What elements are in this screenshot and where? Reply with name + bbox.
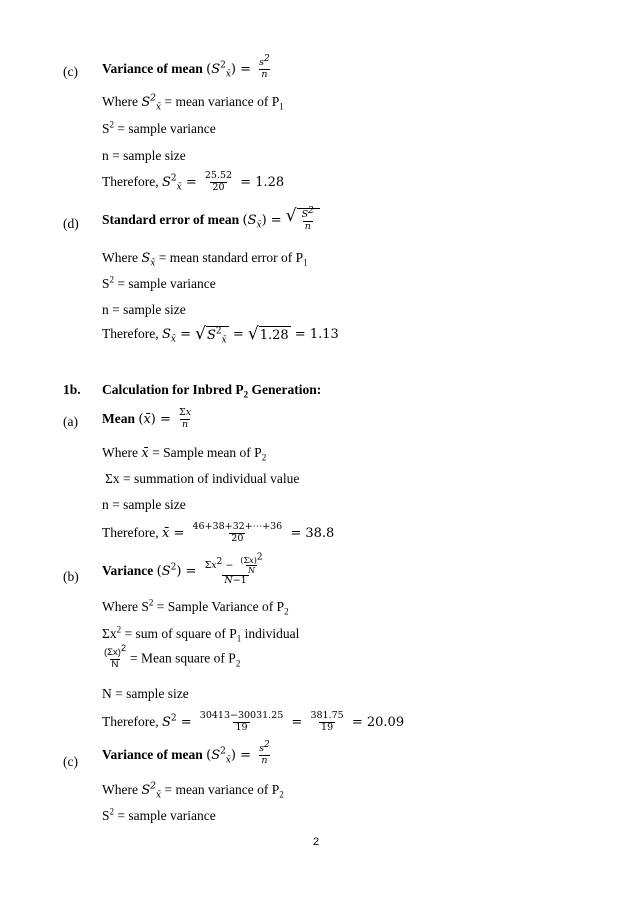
n-line-c1: n = sample size — [102, 148, 186, 163]
heading-c2-title: Variance of mean — [102, 746, 203, 762]
N-line-b: N = sample size — [102, 686, 189, 701]
sumsq-text-b: = sum of square of P — [124, 626, 237, 641]
formula-a: (x̄) = $\frac{\Sigma x}{n}$ — [138, 407, 192, 430]
section-label-1b: 1b. — [63, 382, 81, 397]
formula-c1: $(S^2_{x̄})$ = $\frac{s^2}{n}$ — [206, 53, 270, 80]
meansq-line-b: $\frac{(\Sigma x)^2}{N}$ = Mean square of $P_2$ — [104, 643, 241, 671]
formula-b: $(S^2)$ = $\Sigma x^2$ − $\frac{(\Sigma x)^2}{N}$ N−1 — [156, 552, 263, 587]
therefore-d1: Therefore, $S_{x̄}$ = √ $S^2_{x̄}$ = √ 1.28 = 1.13 — [102, 324, 339, 346]
s2-text-d1: = sample variance — [117, 276, 216, 291]
sumsq-end-b: individual — [241, 626, 300, 641]
s2-line-c1: $S^2$ = sample variance — [102, 119, 216, 136]
heading-d1-title: Standard error of mean — [102, 211, 240, 227]
where-text-d1: = mean standard error of P — [158, 250, 304, 265]
section-label-d1: (d) — [63, 216, 79, 231]
where-line-c1: Where $S^2_{x̄}$ = mean variance of $P_1$ — [102, 93, 284, 113]
result-d1: = 1.13 — [294, 327, 339, 342]
therefore-label-d1: Therefore, — [102, 326, 159, 341]
meansq-sub-b: 2 — [235, 658, 241, 669]
heading-c1-title: Variance of mean — [102, 60, 203, 76]
section-label-c2: (c) — [63, 754, 78, 769]
where-text-b: = Sample Variance of P — [156, 599, 285, 614]
where-line-d1: Where $S_{x̄}$ = mean standard error of $P_1$ — [102, 250, 308, 269]
heading-1b-sub: 2 — [243, 389, 249, 400]
frac-den2-b: 19 — [321, 721, 334, 733]
result-c1: = 1.28 — [240, 174, 285, 190]
frac-den-a: 20 — [231, 532, 244, 544]
where-sub-c1: 1 — [279, 101, 284, 112]
where-line-b: Where $S^2$ = Sample Variance of $P_2$ — [102, 597, 289, 617]
heading-c1 — [102, 53, 274, 81]
formula-d1: $(S_{x̄})$ = √ $\frac{S^2}{n}$ — [243, 213, 320, 228]
where-sub-b: 2 — [284, 606, 289, 617]
s2-text-c1: = sample variance — [117, 121, 216, 136]
heading-b — [102, 552, 271, 587]
where-sub-c2: 2 — [279, 789, 284, 800]
section-label-a: (a) — [63, 414, 78, 429]
therefore-label-a: Therefore, — [102, 524, 159, 540]
s2-line-d1: $S^2$ = sample variance — [102, 274, 216, 291]
where-sub-a: 2 — [261, 452, 267, 463]
root-value-d1: 1.28 — [259, 328, 289, 343]
heading-a — [102, 408, 195, 431]
n-line-d1: n = sample size — [102, 302, 186, 317]
heading-d1 — [102, 205, 320, 233]
result-a: = 38.8 — [290, 525, 335, 541]
page-number: 2 — [313, 836, 320, 848]
where-line-a: Where x̄ = Sample mean of $P_2$ — [102, 445, 267, 463]
therefore-label-b: Therefore, — [102, 713, 159, 729]
where-line-c2: Where $S^2_{x̄}$ = mean variance of $P_2$ — [102, 781, 284, 801]
therefore-a: Therefore, x̄ = $\frac{46+38+32+\cdots+36}{20}$ = 38.8 — [102, 521, 335, 544]
formula-c2: $(S^2_{x̄})$ = $\frac{s^2}{n}$ — [206, 739, 270, 766]
therefore-label-c1: Therefore, — [102, 173, 159, 189]
heading-1b — [102, 382, 321, 398]
where-sub-d1: 1 — [303, 257, 308, 268]
therefore-b: Therefore, $S^2$ = $\frac{30413-30031.25}{19}$ = $\frac{381.75}{19}$ = 20.09 — [102, 710, 405, 733]
heading-1b-title: Calculation for Inbred P — [102, 382, 244, 397]
sumx-line-a: Σx = summation of individual value — [105, 471, 300, 486]
n-line-a: n = sample size — [102, 497, 186, 512]
section-label-c1: (c) — [63, 64, 78, 79]
frac-num-a: 46+38+32+⋯+36 — [192, 521, 283, 532]
section-label-b: (b) — [63, 569, 79, 584]
sumsq-sub-b: 1 — [236, 633, 242, 644]
heading-b-title: Variance — [102, 563, 154, 579]
where-text-c1: = mean variance of P — [164, 94, 280, 109]
s2-line-c2: $S^2$ = sample variance — [102, 806, 216, 823]
s2-text-c2: = sample variance — [117, 808, 216, 823]
frac-num1-b: 30413−30031.25 — [199, 710, 284, 721]
heading-1b-end: Generation: — [248, 382, 322, 397]
therefore-c1: Therefore, $S^2_{x̄}$ = $\frac{25.52}{20}$ = 1.28 — [102, 170, 285, 193]
where-text-a: = Sample mean of P — [152, 445, 262, 460]
frac-den1-b: 19 — [235, 721, 248, 733]
frac-den-c1: 20 — [212, 181, 225, 193]
frac-num-c1: 25.52 — [204, 170, 233, 181]
heading-a-title: Mean — [102, 410, 135, 426]
frac-num2-b: 381.75 — [310, 710, 344, 721]
sumsq-line-b: $\Sigma x^2$ = sum of square of $P_1$ individual — [102, 624, 300, 644]
heading-c2 — [102, 739, 274, 767]
where-text-c2: = mean variance of P — [164, 782, 280, 797]
meansq-text-b: = Mean square of P — [129, 650, 236, 666]
result-b: = 20.09 — [351, 714, 405, 730]
